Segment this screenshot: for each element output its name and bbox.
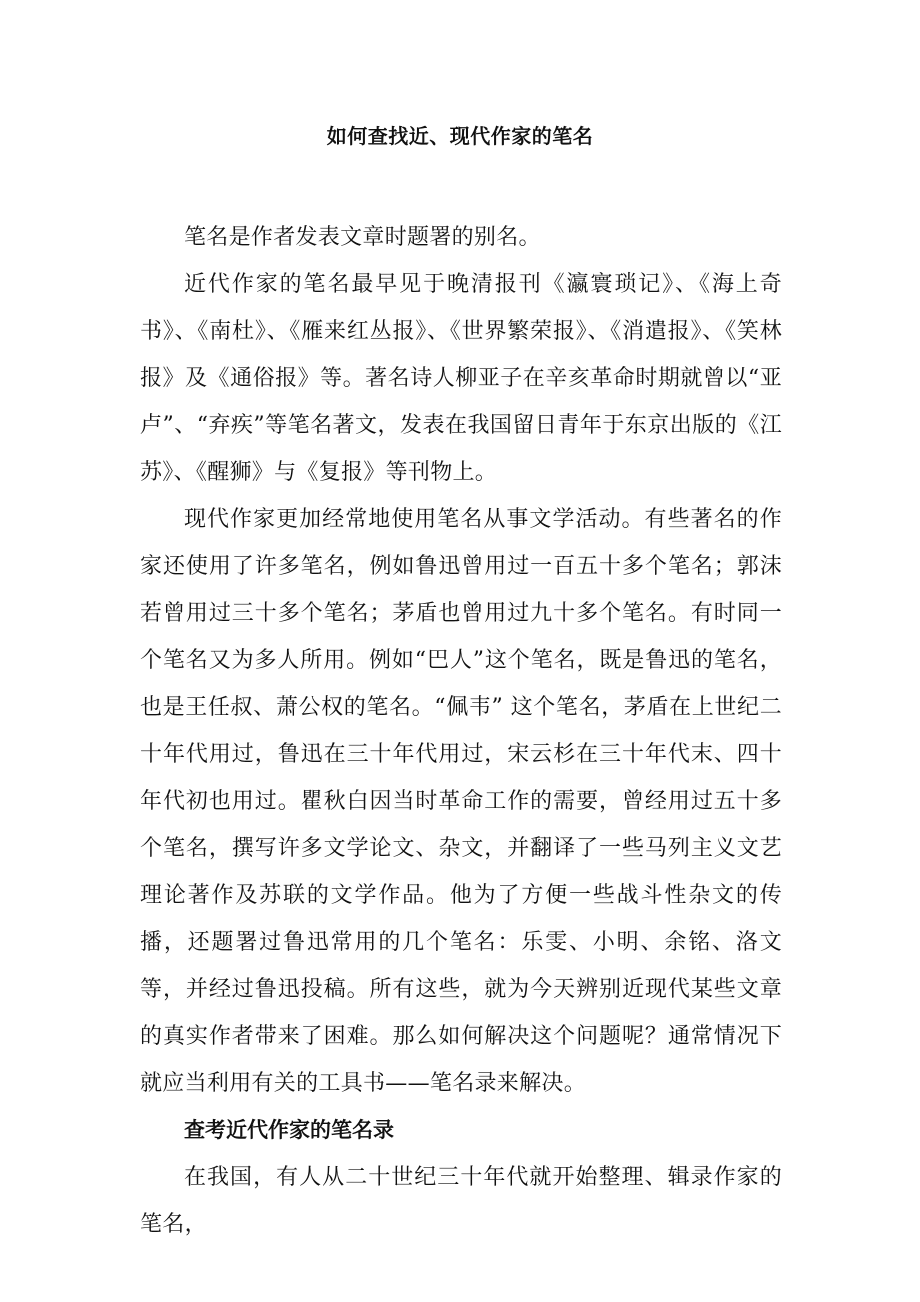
- paragraph-definition: 笔名是作者发表文章时题署的别名。: [184, 225, 541, 250]
- paragraph-section-start: 在我国，有人从二十世纪三十年代就开始整理、辑录作家的笔名，: [140, 1165, 782, 1237]
- document-body: [140, 214, 782, 1248]
- document-title: 如何查找近、现代作家的笔名: [326, 124, 594, 148]
- paragraph-modern-origins: 近代作家的笔名最早见于晚清报刊《瀛寰琐记》、《海上奇书》、《南杜》、《雁来红丛报》、《世界繁荣报》、《消遣报》、《笑林报》及《通俗报》等。著名诗人柳亚子在辛亥革命时期就曾以“亚卢”、“弃疾”等笔名著文，发表在我国留日青年于东京出版的《江苏》、《醒狮》与《复报》等刊物上。: [140, 272, 782, 485]
- section-heading: 查考近代作家的笔名录: [184, 1118, 394, 1142]
- paragraph-contemporary-usage: 现代作家更加经常地使用笔名从事文学活动。有些著名的作家还使用了许多笔名，例如鲁迅曾用过一百五十多个笔名；郭沫若曾用过三十多个笔名；茅盾也曾用过九十多个笔名。有时同一个笔名又为多人所用。例如“巴人”这个笔名，既是鲁迅的笔名，也是王任叔、萧公权的笔名。“佩韦” 这个笔名，茅盾在上世纪二十年代用过，鲁迅在三十年代用过，宋云杉在三十年代末、四十年代初也用过。瞿秋白因当时革命工作的需要，曾经用过五十多个笔名，撰写许多文学论文、杂文，并翻译了一些马列主义文艺理论著作及苏联的文学作品。他为了方便一些战斗性杂文的传播，还题署过鲁迅常用的几个笔名：乐雯、小明、余铭、洛文等，并经过鲁迅投稿。所有这些，就为今天辨别近现代某些文章的真实作者带来了困难。那么如何解决这个问题呢？通常情况下就应当利用有关的工具书——笔名录来解决。: [140, 507, 782, 1096]
